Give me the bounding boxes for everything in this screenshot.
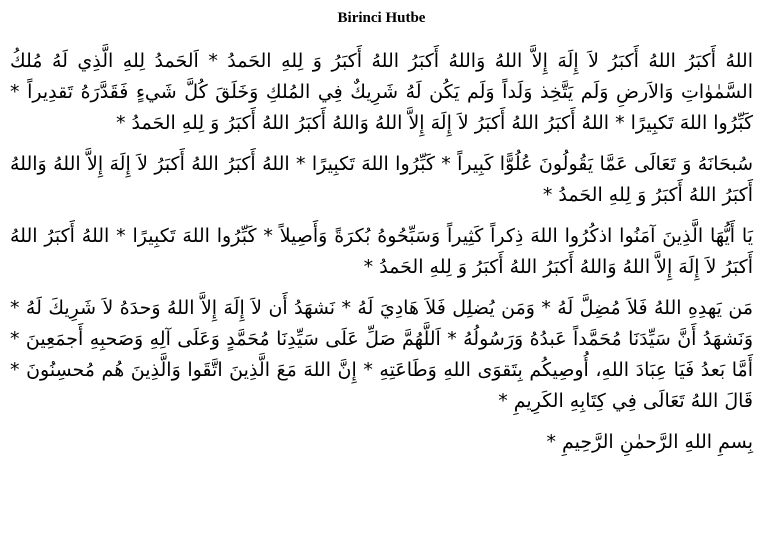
document-title: Birinci Hutbe (337, 10, 426, 26)
paragraph-takbir-opening: اللهُ أَكبَرُ اللهُ أَكبَرُ لاَ إِلَهَ إِلاَّ اللهُ وَاللهُ أَكبَرُ اللهُ أَكبَرُ وَ لِلهِ الحَمدُ * اَلحَمدُ لِلهِ الَّذِي لَهُ مُلكُ السَّمٰوٰاتِ وَالاَرضِ وَلَم يَتَّخِذ وَلَداً وَلَم يَكُن لَهُ شَرِيكٌ فِي المُلكِ وَخَلَقَ كُلَّ شَيءٍ فَقَدَّرَهُ تَقدِيراً * كَبِّرُوا اللهَ تَكبِيرًا * اللهُ أَكبَرُ اللهُ أَكبَرُ لاَ إِلَهَ إِلاَّ اللهُ وَاللهُ أَكبَرُ اللهُ أَكبَرُ وَ لِلهِ الحَمدُ * (10, 50, 753, 134)
paragraph-man-yahdihi: مَن يَهدِهِ اللهُ فَلاَ مُضِلَّ لَهُ * وَمَن يُضلِل فَلاَ هَادِيَ لَهُ * نَشهَدُ أَن لاَ إِلَهَ إِلاَّ اللهُ وَحدَهُ لاَ شَرِيكَ لَهُ * وَنَشهَدُ أَنَّ سَيِّدَنَا مُحَمَّداً عَبدُهُ وَرَسُولُهُ * اَللَّهُمَّ صَلِّ عَلَى سَيِّدِنَا مُحَمَّدٍ وَعَلَى آلِهِ وَصَحبِهِ أَجمَعِينَ * أَمَّا بَعدُ فَيَا عِبَادَ اللهِ، أُوصِيكُم بِتَقوَى اللهِ وَطَاعَتِهِ * إِنَّ اللهَ مَعَ الَّذِينَ اتَّقَوا وَالَّذِينَ هُم مُحسِنُونَ * قَالَ اللهُ تَعَالَى فِي كِتَابِهِ الكَرِيمِ * (10, 297, 753, 412)
paragraph-subhanahu: سُبحَانَهُ وَ تَعَالَى عَمَّا يَقُولُونَ عُلُوًّا كَبِيراً * كَبِّرُوا اللهَ تَكبِيرًا * اللهُ أَكبَرُ اللهُ أَكبَرُ لاَ إِلَهَ إِلاَّ اللهُ وَاللهُ أَكبَرُ اللهُ أَكبَرُ وَ لِلهِ الحَمدُ * (10, 153, 753, 206)
paragraph-basmala: بِسمِ اللهِ الرَّحمٰنِ الرَّحِيمِ * (546, 431, 753, 453)
paragraph-ya-ayyuha: يَا أَيُّهَا الَّذِينَ آمَنُوا اذكُرُوا اللهَ ذِكراً كَثِيراً وَسَبِّحُوهُ بُكرَةً وَأَصِيلاً * كَبِّرُوا اللهَ تَكبِيرًا * اللهُ أَكبَرُ اللهُ أَكبَرُ لاَ إِلَهَ إِلاَّ اللهُ وَاللهُ أَكبَرُ اللهُ أَكبَرُ وَ لِلهِ الحَمدُ * (10, 225, 753, 278)
